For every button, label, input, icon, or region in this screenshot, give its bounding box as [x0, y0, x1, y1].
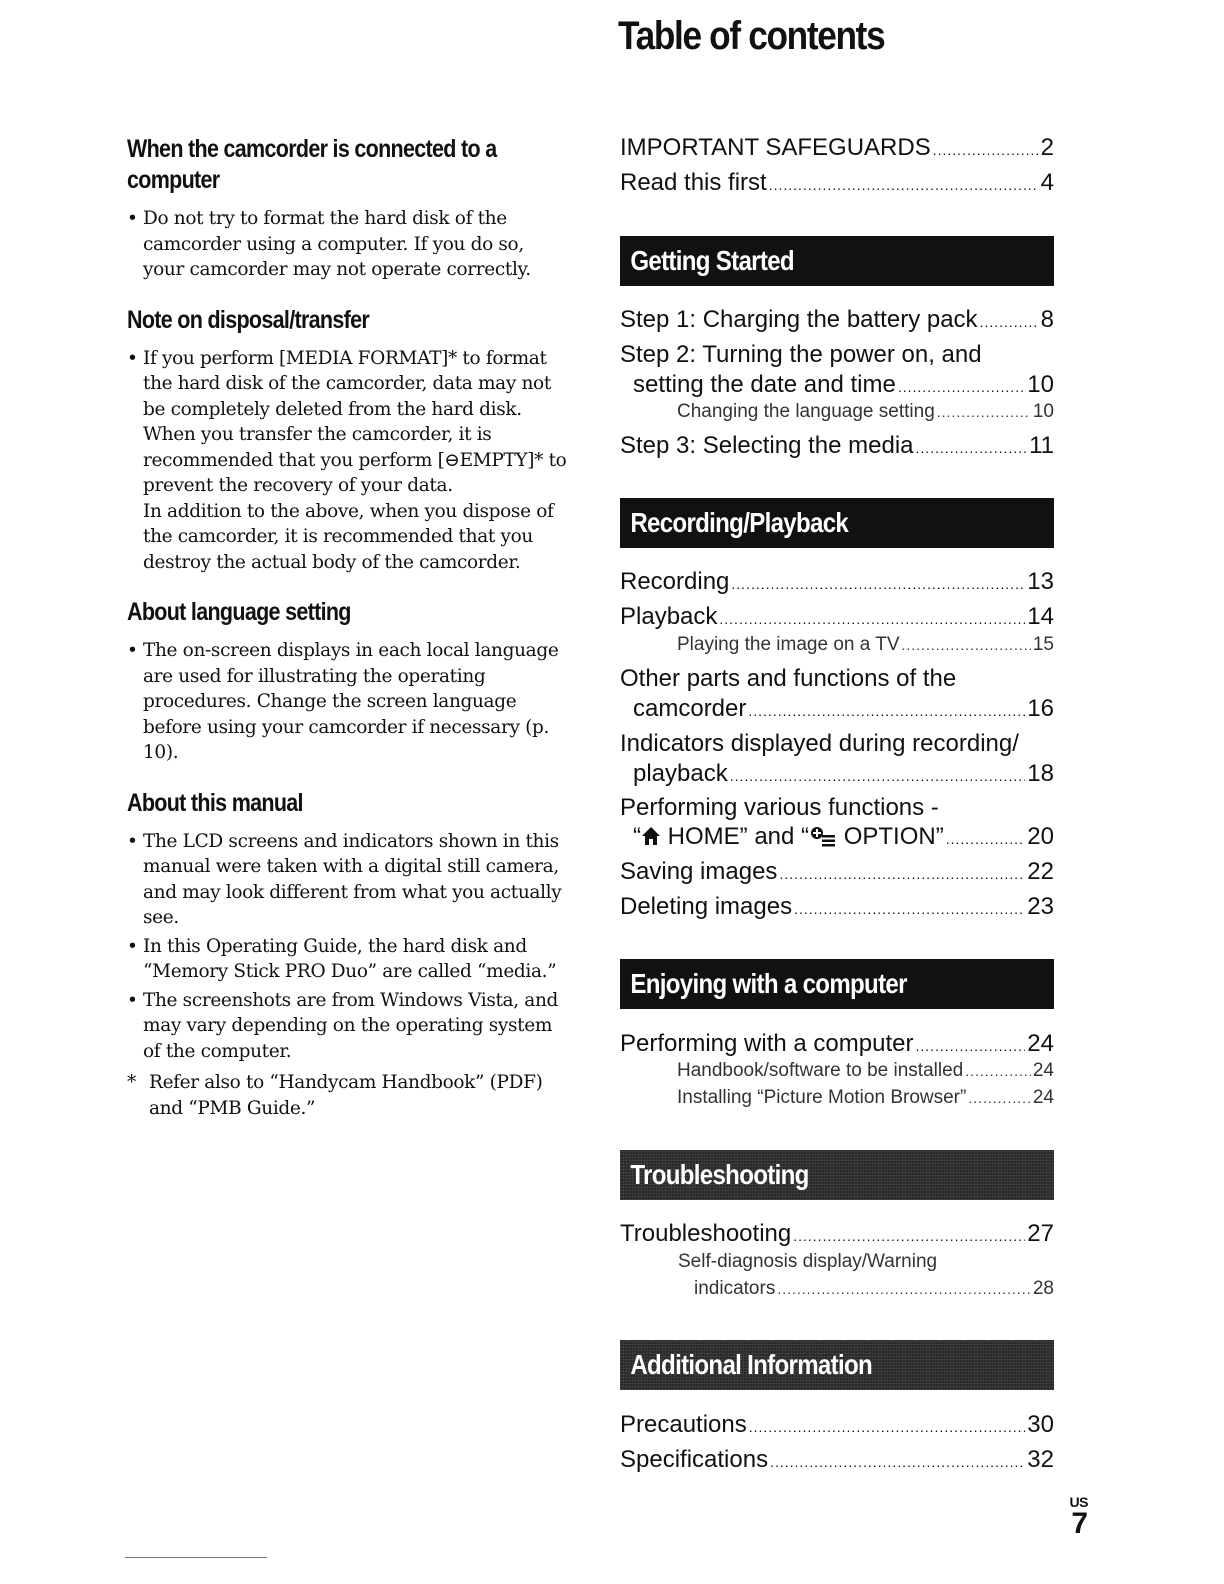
toc-entry[interactable]: Read this first ..... 4: [620, 169, 1054, 197]
toc-subentry[interactable]: Playing the image on a TV ..... 15: [677, 634, 1054, 656]
toc-entry[interactable]: Step 3: Selecting the media ..... 11: [620, 432, 1054, 460]
section-heading: Note on disposal/transfer: [127, 305, 370, 334]
section-language-setting: [127, 597, 567, 766]
toc-entry[interactable]: camcorder ..... 16: [633, 695, 1054, 723]
toc-entry-line[interactable]: Performing various functions -: [620, 794, 939, 821]
toc-entry[interactable]: Specifications ..... 32: [620, 1446, 1054, 1474]
bullet-item: • Do not try to format the hard disk of the camcorder using a computer. If you do so, your camcorder may not operate correctly.: [127, 206, 567, 283]
toc-entry-line[interactable]: Other parts and functions of the: [620, 665, 957, 692]
toc-entry[interactable]: Step 1: Charging the battery pack ..... 8: [620, 306, 1054, 334]
section-disposal-transfer: [127, 305, 567, 576]
section-band-getting-started: Getting Started: [620, 236, 1054, 286]
toc-entry[interactable]: Precautions ..... 30: [620, 1411, 1054, 1439]
toc-entry[interactable]: “ HOME” and “ OPTION” ..... 20: [633, 823, 1054, 851]
toc-entry[interactable]: playback ..... 18: [633, 760, 1054, 788]
toc-entry[interactable]: Deleting images ..... 23: [620, 893, 1054, 921]
bullet-item: • The LCD screens and indicators shown in this manual were taken with a digital still camera, and may look different from what you actually see.: [127, 829, 567, 931]
bullet-item: • The on-screen displays in each local language are used for illustrating the operating procedures. Change the screen language before using your camcorder if necessary (p. 10).: [127, 638, 567, 766]
bullet-item: • The screenshots are from Windows Vista, and may vary depending on the operating system of the computer.: [127, 988, 567, 1065]
toc-subentry[interactable]: Installing “Picture Motion Browser” ..... 24: [677, 1087, 1054, 1109]
toc-entry[interactable]: setting the date and time ..... 10: [633, 371, 1054, 399]
section-band-troubleshooting: Troubleshooting: [620, 1150, 1054, 1200]
section-about-manual: [127, 788, 567, 1122]
page-title: Table of contents: [618, 14, 885, 58]
toc-entry[interactable]: Troubleshooting ..... 27: [620, 1220, 1054, 1248]
section-heading: When the camcorder is connected to a computer: [127, 135, 497, 194]
section-heading: About language setting: [127, 598, 351, 626]
section-connected-computer: [127, 134, 567, 283]
page-number: US 7: [1069, 1494, 1088, 1540]
toc-entry[interactable]: Performing with a computer ..... 24: [620, 1030, 1054, 1058]
toc-entry[interactable]: IMPORTANT SAFEGUARDS ..... 2: [620, 134, 1054, 162]
section-band-recording-playback: Recording/Playback: [620, 498, 1054, 548]
toc-subentry[interactable]: Changing the language setting ..... 10: [677, 401, 1054, 423]
toc-entry[interactable]: Saving images ..... 22: [620, 858, 1054, 886]
toc-entry-line[interactable]: Indicators displayed during recording/: [620, 730, 1019, 757]
bullet-item: • In this Operating Guide, the hard disk and “Memory Stick PRO Duo” are called “media.”: [127, 934, 567, 985]
toc-entry[interactable]: Playback ..... 14: [620, 603, 1054, 631]
section-band-additional-information: Additional Information: [620, 1340, 1054, 1390]
option-icon: [809, 825, 837, 847]
home-icon: [641, 825, 661, 845]
notes-column: [127, 134, 567, 1143]
toc-subentry[interactable]: indicators ..... 28: [694, 1278, 1054, 1300]
toc-subentry[interactable]: Handbook/software to be installed ..... 24: [677, 1060, 1054, 1082]
section-heading: About this manual: [127, 788, 303, 817]
section-band-computer: Enjoying with a computer: [620, 959, 1054, 1009]
footnote: * Refer also to “Handycam Handbook” (PDF) and “PMB Guide.”: [127, 1072, 543, 1119]
functions-entry-title: “ HOME” and “ OPTION”: [633, 823, 944, 850]
toc-subentry-line[interactable]: Self-diagnosis display/Warning: [678, 1251, 938, 1272]
toc-entry[interactable]: Recording ..... 13: [620, 568, 1054, 596]
bullet-item: • If you perform [MEDIA FORMAT]* to format the hard disk of the camcorder, data may not be completely deleted from the hard disk. When you transfer the camcorder, it is recommended that you perform [⊖EMPTY]* to prevent the recovery of your data. In addition to the above, when you dispose of the camcorder, it is recommended that you destroy the actual body of the camcorder.: [127, 346, 567, 576]
footnote-rule: [125, 1557, 267, 1558]
toc-entry-line[interactable]: Step 2: Turning the power on, and: [620, 341, 982, 368]
